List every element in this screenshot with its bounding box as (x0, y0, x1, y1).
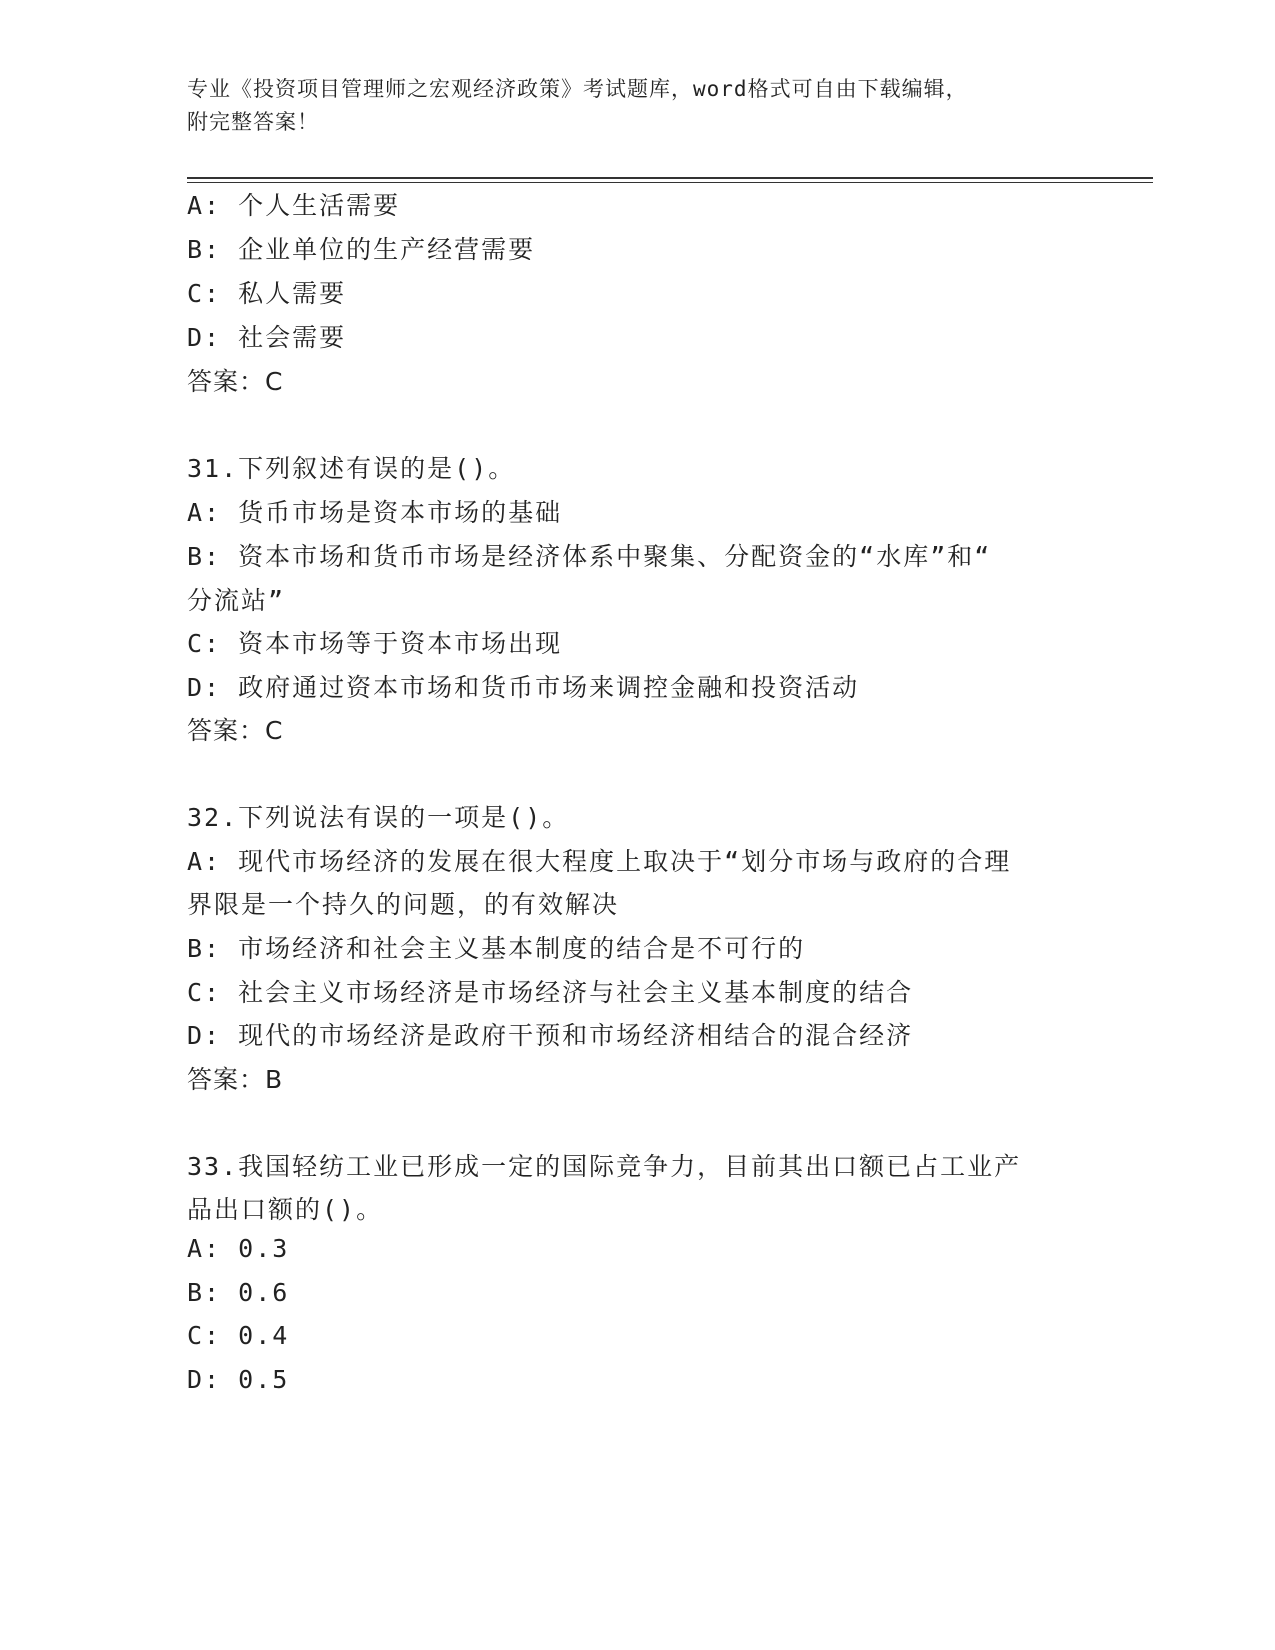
q31-option-b-line-1: B: 资本市场和货币市场是经济体系中聚集、分配资金的“水库”和“ (187, 542, 992, 571)
header-divider (187, 177, 1153, 183)
q33-option-b: B: 0.6 (187, 1278, 290, 1307)
q33-option-a: A: 0.3 (187, 1234, 290, 1263)
q33-stem-line-2: 品出口额的()。 (187, 1195, 384, 1224)
q32-option-d: D: 现代的市场经济是政府干预和市场经济相结合的混合经济 (187, 1021, 914, 1050)
q31-option-b-line-2: 分流站” (187, 586, 286, 615)
q30-answer: 答案：C (187, 367, 284, 396)
q30-option-b: B: 企业单位的生产经营需要 (187, 235, 536, 264)
q31-stem: 31.下列叙述有误的是()。 (187, 454, 516, 483)
q32-answer: 答案：B (187, 1065, 284, 1094)
q31-option-a: A: 货币市场是资本市场的基础 (187, 498, 563, 527)
document-header (187, 73, 1087, 139)
q32-option-c: C: 社会主义市场经济是市场经济与社会主义基本制度的结合 (187, 978, 914, 1007)
q30-option-d: D: 社会需要 (187, 323, 347, 352)
q32-option-a-line-1: A: 现代市场经济的发展在很大程度上取决于“划分市场与政府的合理 (187, 847, 1012, 876)
q30-option-a: A: 个人生活需要 (187, 191, 401, 220)
q31-answer: 答案：C (187, 716, 284, 745)
q32-option-a-line-2: 界限是一个持久的问题，的有效解决 (187, 890, 620, 919)
header-line-2: 附完整答案！ (187, 110, 319, 134)
q30-option-c: C: 私人需要 (187, 279, 347, 308)
q33-option-c: C: 0.4 (187, 1321, 290, 1350)
q31-option-c: C: 资本市场等于资本市场出现 (187, 629, 563, 658)
header-line-1: 专业《投资项目管理师之宏观经济政策》考试题库，word格式可自由下载编辑， (187, 77, 968, 101)
q32-option-b: B: 市场经济和社会主义基本制度的结合是不可行的 (187, 934, 806, 963)
q33-stem-line-1: 33.我国轻纺工业已形成一定的国际竞争力，目前其出口额已占工业产 (187, 1152, 1022, 1181)
q31-option-d: D: 政府通过资本市场和货币市场来调控金融和投资活动 (187, 673, 860, 702)
q33-option-d: D: 0.5 (187, 1365, 290, 1394)
q32-stem: 32.下列说法有误的一项是()。 (187, 803, 570, 832)
